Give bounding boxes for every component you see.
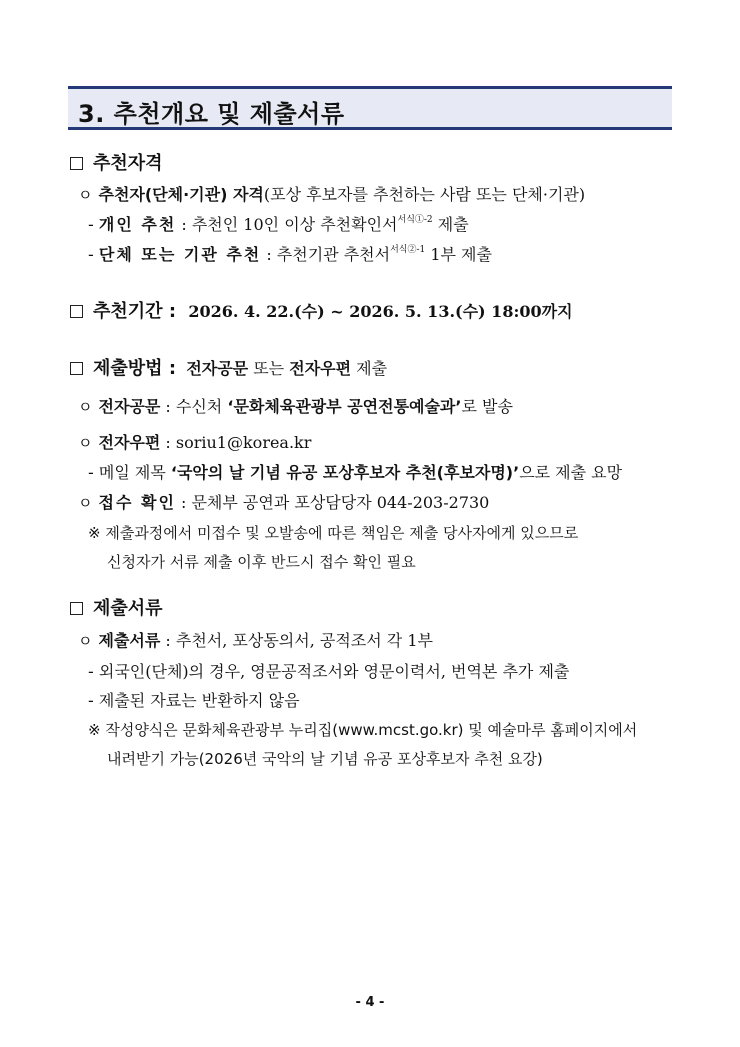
bullet-eligibility xyxy=(78,185,585,205)
heading-period xyxy=(70,302,573,322)
square-bullet-icon xyxy=(70,305,83,318)
dash-bold: 개인 추천 xyxy=(98,215,177,234)
method-value xyxy=(186,359,387,378)
dash-tail: 제출 xyxy=(432,215,469,234)
note-line-2: 내려받기 가능(2026년 국악의 날 기념 유공 포상후보자 추천 요강) xyxy=(107,750,543,768)
mail-subject: ‘국악의 날 기념 유공 포상후보자 추천(후보자명)’ xyxy=(170,463,520,482)
section-title-bar xyxy=(68,86,672,130)
dash-icon: - xyxy=(88,691,94,710)
circle-bullet-icon: ㅇ xyxy=(78,494,93,512)
dash-text: : 추천인 10인 이상 추천확인서 xyxy=(181,215,398,234)
dash-bold: 단체 또는 기관 추천 xyxy=(98,245,262,264)
dash-foreigner xyxy=(88,662,569,682)
dash-icon: - xyxy=(88,245,94,264)
square-bullet-icon xyxy=(70,157,83,170)
method-official: 전자공문 xyxy=(186,359,249,378)
period-value: 2026. 4. 22.(수) ~ 2026. 5. 13.(수) 18:00까지 xyxy=(188,302,573,321)
bullet-official-doc xyxy=(78,397,513,417)
heading-text: 추천자격 xyxy=(93,153,163,174)
heading-text: 제출방법 : xyxy=(93,358,177,379)
heading-text: 추천기간 : xyxy=(93,301,177,322)
note-line-2: 신청자가 서류 제출 이후 반드시 접수 확인 필요 xyxy=(107,553,416,571)
dash-text: 외국인(단체)의 경우, 영문공적조서와 영문이력서, 번역본 추가 제출 xyxy=(98,662,570,681)
circle-bullet-icon: ㅇ xyxy=(78,186,93,204)
heading-text: 제출서류 xyxy=(93,598,163,619)
bullet-bold: 접수 확인 xyxy=(98,493,176,512)
method-tail: 제출 xyxy=(351,359,388,378)
dash-text: 메일 제목 xyxy=(98,463,171,482)
heading-method xyxy=(70,359,387,379)
square-bullet-icon xyxy=(70,362,83,375)
form-ref: 서식①-2 xyxy=(397,215,433,225)
section-title: 3. 추천개요 및 제출서류 xyxy=(78,100,345,128)
circle-bullet-icon: ㅇ xyxy=(78,434,93,452)
dash-tail: 1부 제출 xyxy=(425,245,492,264)
dash-organization xyxy=(88,245,492,265)
bullet-text: : 추천서, 포상동의서, 공적조서 각 1부 xyxy=(160,631,433,650)
square-bullet-icon xyxy=(70,602,83,615)
bullet-confirm xyxy=(78,493,489,513)
dash-tail: 으로 제출 요망 xyxy=(519,463,623,482)
method-email: 전자우편 xyxy=(289,359,352,378)
page-number: - 4 - xyxy=(355,995,385,1010)
bullet-bold: 제출서류 xyxy=(98,631,161,650)
dash-mail-subject xyxy=(88,463,622,483)
note-line-1: ※ 제출과정에서 미접수 및 오발송에 따른 책임은 제출 당사자에게 있으므로 xyxy=(88,524,579,542)
dash-text: : 추천기관 추천서 xyxy=(266,245,391,264)
dash-text: 제출된 자료는 반환하지 않음 xyxy=(98,691,300,710)
circle-bullet-icon: ㅇ xyxy=(78,398,93,416)
method-or: 또는 xyxy=(248,359,290,378)
bullet-documents xyxy=(78,631,433,651)
bullet-bold: 전자공문 xyxy=(98,397,161,416)
email-address: : soriu1@korea.kr xyxy=(160,433,312,452)
recipient: ‘문화체육관광부 공연전통예술과’ xyxy=(227,397,462,416)
dash-icon: - xyxy=(88,662,94,681)
bullet-tail: 로 발송 xyxy=(461,397,513,416)
heading-eligibility xyxy=(70,154,163,174)
bullet-bold: 추천자(단체·기관) 자격 xyxy=(98,185,264,204)
bullet-text: (포상 후보자를 추천하는 사람 또는 단체·기관) xyxy=(263,185,586,204)
heading-documents xyxy=(70,599,163,619)
dash-icon: - xyxy=(88,463,94,482)
bullet-text: : 수신처 xyxy=(160,397,228,416)
dash-individual xyxy=(88,215,469,235)
circle-bullet-icon: ㅇ xyxy=(78,632,93,650)
bullet-email xyxy=(78,433,311,453)
dash-icon: - xyxy=(88,215,94,234)
bullet-bold: 전자우편 xyxy=(98,433,161,452)
dash-no-return xyxy=(88,691,300,711)
bullet-text: : 문체부 공연과 포상담당자 044-203-2730 xyxy=(175,493,490,512)
form-ref: 서식②-1 xyxy=(390,245,426,255)
note-line-1: ※ 작성양식은 문화체육관광부 누리집(www.mcst.go.kr) 및 예술마루 홈페이지에서 xyxy=(88,721,638,739)
